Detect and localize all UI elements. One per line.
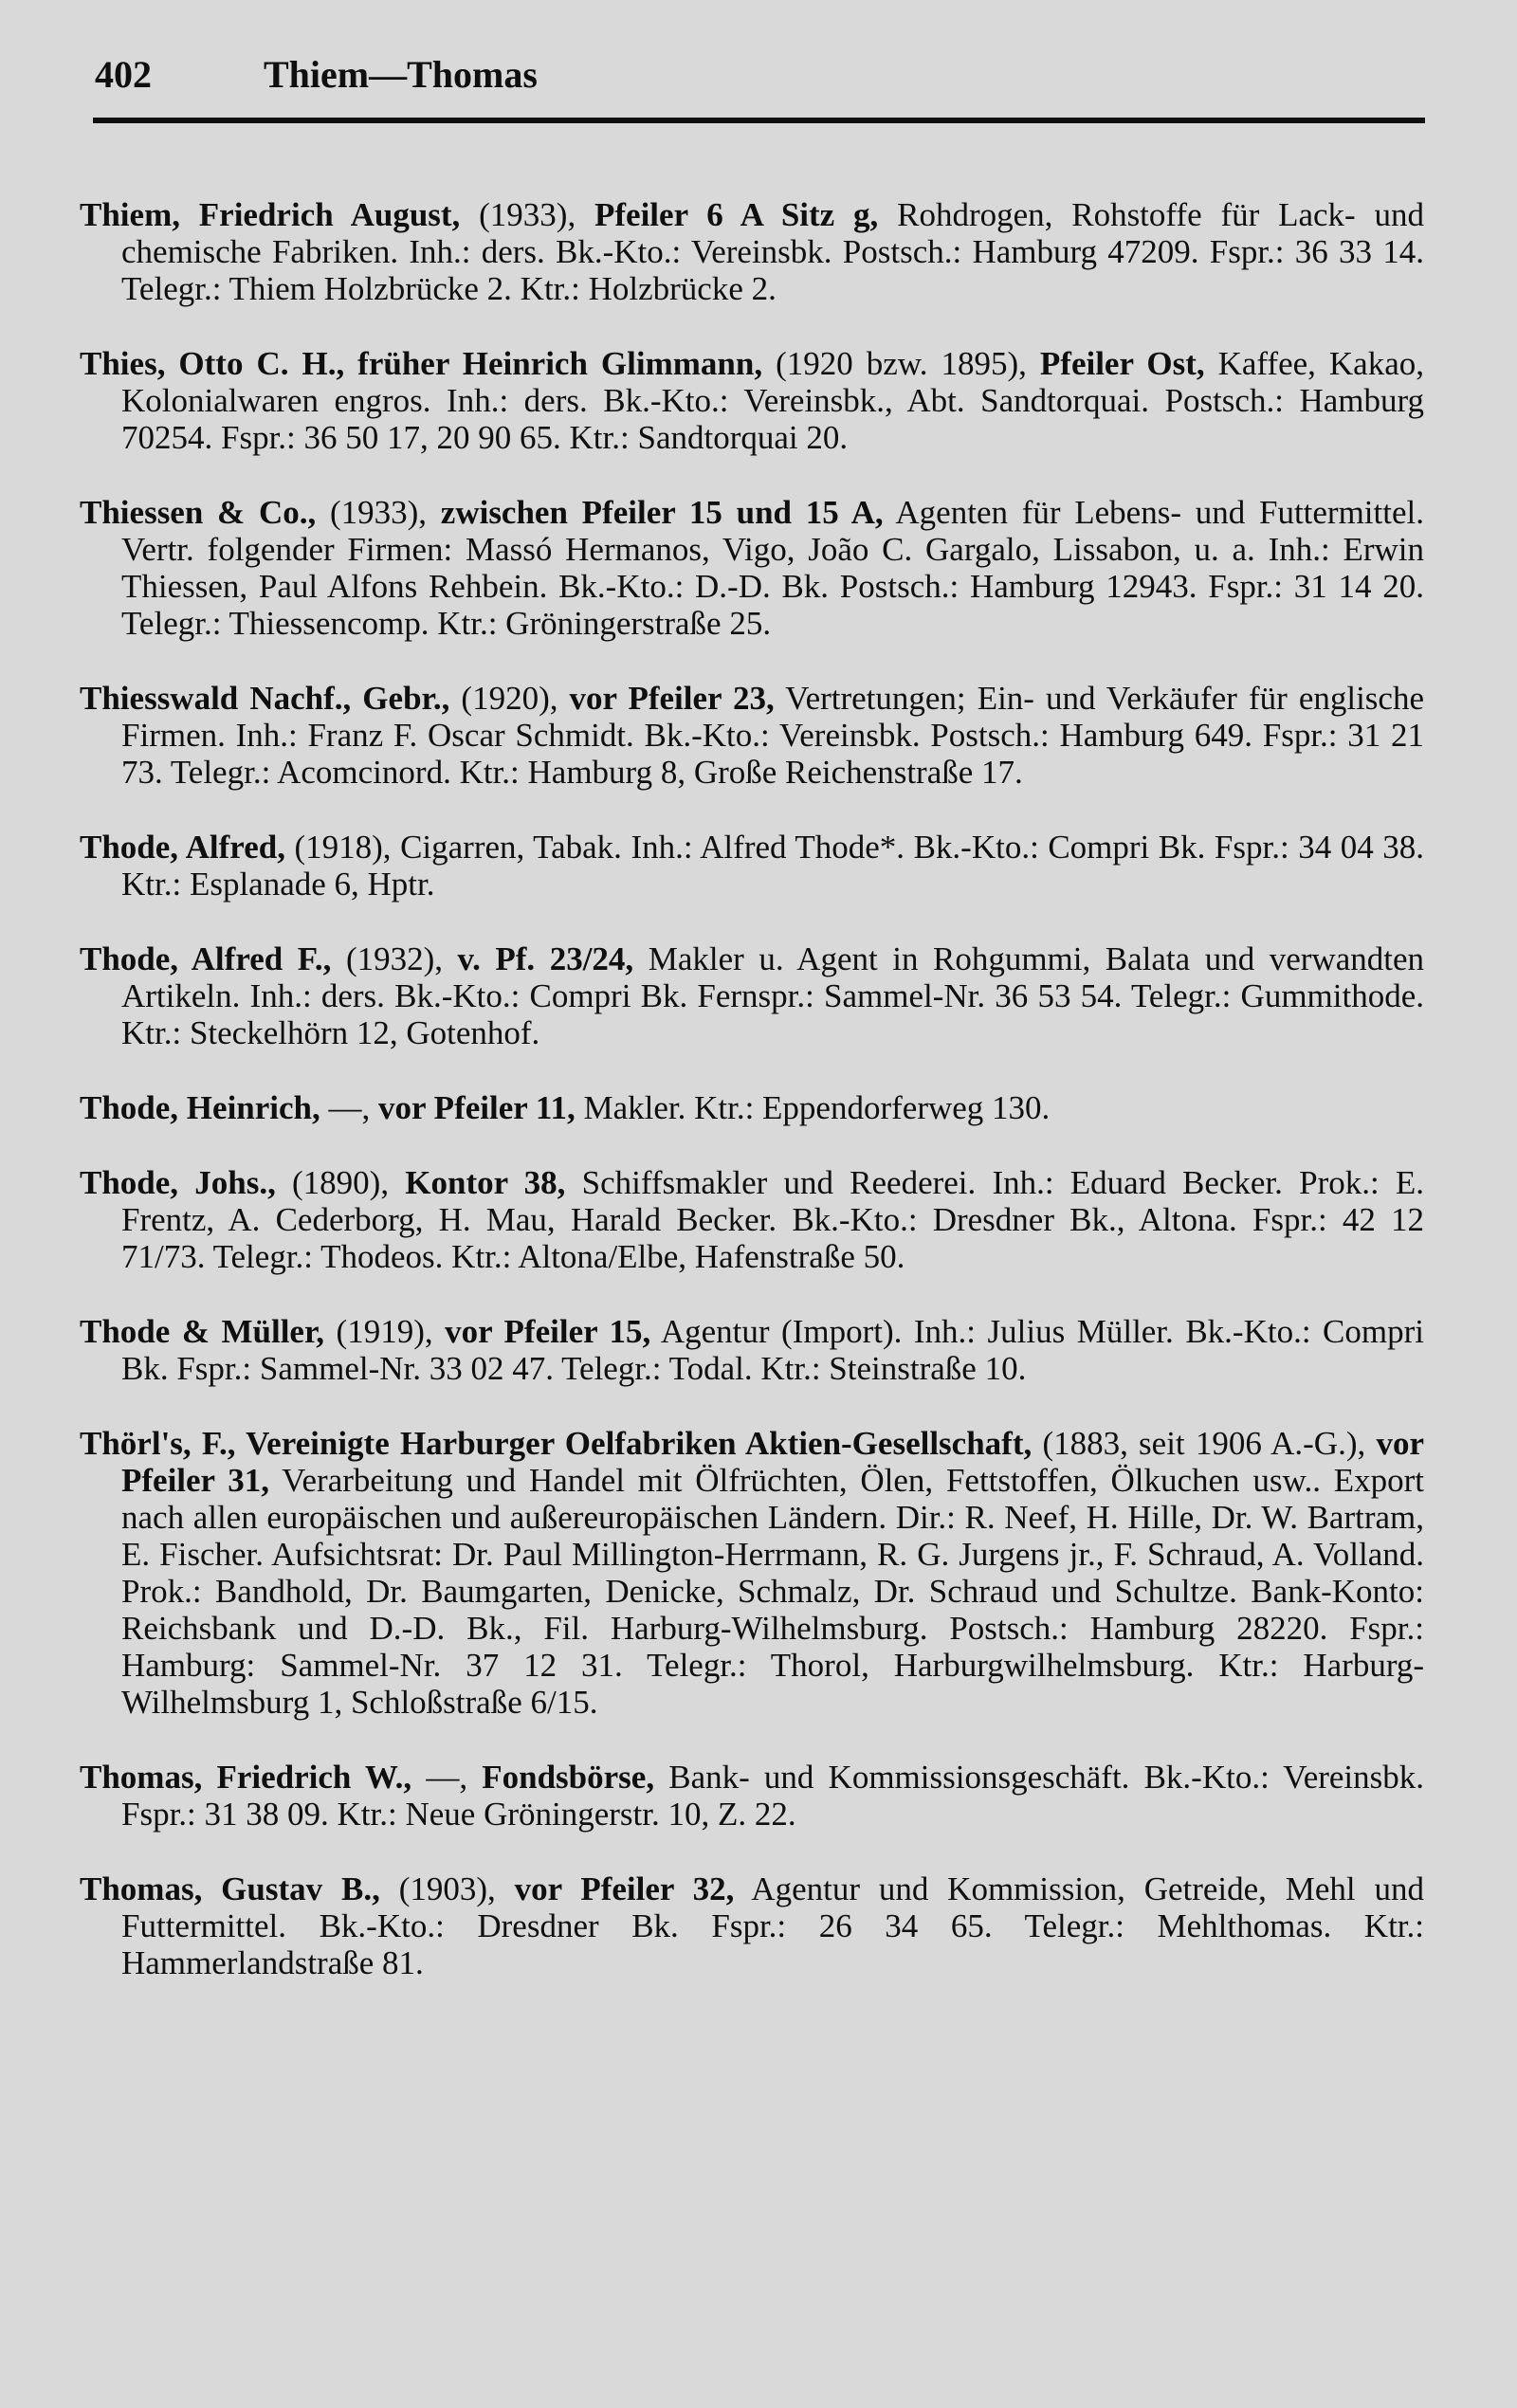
- entry-body: Agentur (Import). Inh.: Julius Müller. Bk.-Kto.: Compri Bk. Fspr.: Sammel-Nr. 33 02 47. Telegr.: Todal. Ktr.: Steinstraße 10.: [121, 1313, 1425, 1387]
- entry-name: Thiem, Friedrich August,: [80, 196, 461, 233]
- directory-entry: [80, 1425, 1424, 1721]
- directory-entry: [80, 940, 1424, 1051]
- directory-entry: [80, 829, 1424, 903]
- entry-body: Agenten für Lebens- und Futtermittel. Vertr. folgender Firmen: Massó Hermanos, Vigo, João C. Gargalo, Lissabon, u. a. Inh.: Erwin Thiessen, Paul Alfons Rehbein. Bk.-Kto.: D.-D. Bk. Postsch.: Hamburg 12943. Fspr.: 31 14 20. Telegr.: Thiessencomp. Ktr.: Gröningerstraße 25.: [121, 494, 1424, 642]
- page-header: [95, 52, 1422, 109]
- entry-body: Bank- und Kommissionsgeschäft. Bk.-Kto.: Vereinsbk. Fspr.: 31 38 09. Ktr.: Neue Gröningerstr. 10, Z. 22.: [121, 1759, 1425, 1833]
- entry-body: Makler. Ktr.: Eppendorferweg 130.: [575, 1089, 1051, 1126]
- entry-location: Pfeiler 6 A Sitz g,: [594, 196, 879, 233]
- entry-name: Thode, Alfred F.,: [80, 940, 332, 977]
- entry-body: Agentur und Kommission, Getreide, Mehl und Futtermittel. Bk.-Kto.: Dresdner Bk. Fspr.: 26 34 65. Telegr.: Mehlthomas. Ktr.: Hammerlandstraße 81.: [121, 1870, 1424, 1981]
- entry-year: (1883, seit 1906 A.-G.),: [1032, 1425, 1377, 1462]
- page-number: 402: [95, 53, 152, 96]
- entry-location: vor Pfeiler 32,: [514, 1870, 735, 1907]
- entry-name: Thode, Johs.,: [80, 1164, 276, 1201]
- entry-body: Makler u. Agent in Rohgummi, Balata und verwandten Artikeln. Inh.: ders. Bk.-Kto.: Compri Bk. Fernspr.: Sammel-Nr. 36 53 54. Telegr.: Gummithode. Ktr.: Steckelhörn 12, Gotenhof.: [121, 940, 1424, 1051]
- directory-entry: [80, 196, 1424, 307]
- entry-body: Kaffee, Kakao, Kolonialwaren engros. Inh.: ders. Bk.-Kto.: Vereinsbk., Abt. Sandtorquai. Postsch.: Hamburg 70254. Fspr.: 36 50 17, 20 90 65. Ktr.: Sandtorquai 20.: [121, 345, 1424, 456]
- entry-body: Rohdrogen, Rohstoffe für Lack- und chemische Fabriken. Inh.: ders. Bk.-Kto.: Vereinsbk. Postsch.: Hamburg 47209. Fspr.: 36 33 14. Telegr.: Thiem Holzbrücke 2. Ktr.: Holzbrücke 2.: [121, 196, 1424, 307]
- directory-entry: [80, 1313, 1424, 1387]
- directory-entry: [80, 1870, 1424, 1981]
- entry-location: v. Pf. 23/24,: [457, 940, 634, 977]
- entry-year: (1933),: [316, 494, 441, 531]
- entry-year: (1918),: [284, 829, 401, 866]
- entry-name: Thode, Alfred,: [80, 829, 285, 866]
- running-head: Thiem—Thomas: [264, 53, 538, 96]
- entry-name: Thomas, Gustav B.,: [80, 1870, 380, 1907]
- entry-year: —,: [411, 1759, 483, 1796]
- entry-location: Kontor 38,: [405, 1164, 566, 1201]
- directory-entry: [80, 1759, 1424, 1833]
- entry-year: —,: [320, 1089, 379, 1126]
- directory-entry: [80, 1164, 1424, 1275]
- directory-entry: [80, 494, 1424, 642]
- entry-year: (1920),: [449, 680, 570, 717]
- directory-entry: [80, 1089, 1424, 1126]
- directory-entry: [80, 680, 1424, 791]
- entry-year: (1919),: [324, 1313, 446, 1350]
- entry-name: Thode, Heinrich,: [80, 1089, 320, 1126]
- entry-location: Fondsbörse,: [482, 1759, 655, 1796]
- directory-entry: [80, 345, 1424, 456]
- entry-name: Thiessen & Co.,: [80, 494, 317, 531]
- entry-name: Thode & Müller,: [80, 1313, 325, 1350]
- entry-list: [80, 163, 1424, 2019]
- header-rule: [93, 118, 1425, 123]
- entry-location: vor Pfeiler 15,: [445, 1313, 651, 1350]
- entry-body: Schiffsmakler und Reederei. Inh.: Eduard Becker. Prok.: E. Frentz, A. Cederborg, H. Mau, Harald Becker. Bk.-Kto.: Dresdner Bk., Altona. Fspr.: 42 12 71/73. Telegr.: Thodeos. Ktr.: Altona/Elbe, Hafenstraße 50.: [121, 1164, 1425, 1275]
- entry-year: (1920 bzw. 1895),: [762, 345, 1040, 382]
- entry-body: Cigarren, Tabak. Inh.: Alfred Thode*. Bk.-Kto.: Compri Bk. Fspr.: 34 04 38. Ktr.: Esplanade 6, Hptr.: [121, 829, 1425, 903]
- entry-location: vor Pfeiler 23,: [569, 680, 775, 717]
- entry-location: vor Pfeiler 11,: [378, 1089, 576, 1126]
- entry-year: (1903),: [379, 1870, 515, 1907]
- entry-name: Thies, Otto C. H., früher Heinrich Glimmann,: [80, 345, 763, 382]
- entry-location: zwischen Pfeiler 15 und 15 A,: [440, 494, 884, 531]
- entry-body: Vertretungen; Ein- und Verkäufer für englische Firmen. Inh.: Franz F. Oscar Schmidt. Bk.-Kto.: Vereinsbk. Postsch.: Hamburg 649. Fspr.: 31 21 73. Telegr.: Acomcinord. Ktr.: Hamburg 8, Große Reichenstraße 17.: [121, 680, 1424, 791]
- entry-year: (1933),: [460, 196, 595, 233]
- entry-location: Pfeiler Ost,: [1039, 345, 1205, 382]
- entry-name: Thomas, Friedrich W.,: [80, 1759, 412, 1796]
- entry-name: Thörl's, F., Vereinigte Harburger Oelfabriken Aktien-Gesellschaft,: [80, 1425, 1033, 1462]
- entry-year: (1932),: [331, 940, 458, 977]
- entry-name: Thiesswald Nachf., Gebr.,: [80, 680, 450, 717]
- entry-body: Verarbeitung und Handel mit Ölfrüchten, Ölen, Fettstoffen, Ölkuchen usw.. Export nach allen europäischen und außereuropäischen Ländern. Dir.: R. Neef, H. Hille, Dr. W. Bartram, E. Fischer. Aufsichtsrat: Dr. Paul Millington-Herrmann, R. G. Jurgens jr., F. Schraud, A. Volland. Prok.: Bandhold, Dr. Baumgarten, Denicke, Schmalz, Dr. Schraud und Schultze. Bank-Konto: Reichsbank und D.-D. Bk., Fil. Harburg-Wilhelmsburg. Postsch.: Hamburg 28220. Fspr.: Hamburg: Sammel-Nr. 37 12 31. Telegr.: Thorol, Harburgwilhelmsburg. Ktr.: Harburg-Wilhelmsburg 1, Schloßstraße 6/15.: [121, 1462, 1424, 1721]
- entry-year: (1890),: [275, 1164, 406, 1201]
- entry-location: vor Pfeiler 31,: [121, 1425, 1424, 1499]
